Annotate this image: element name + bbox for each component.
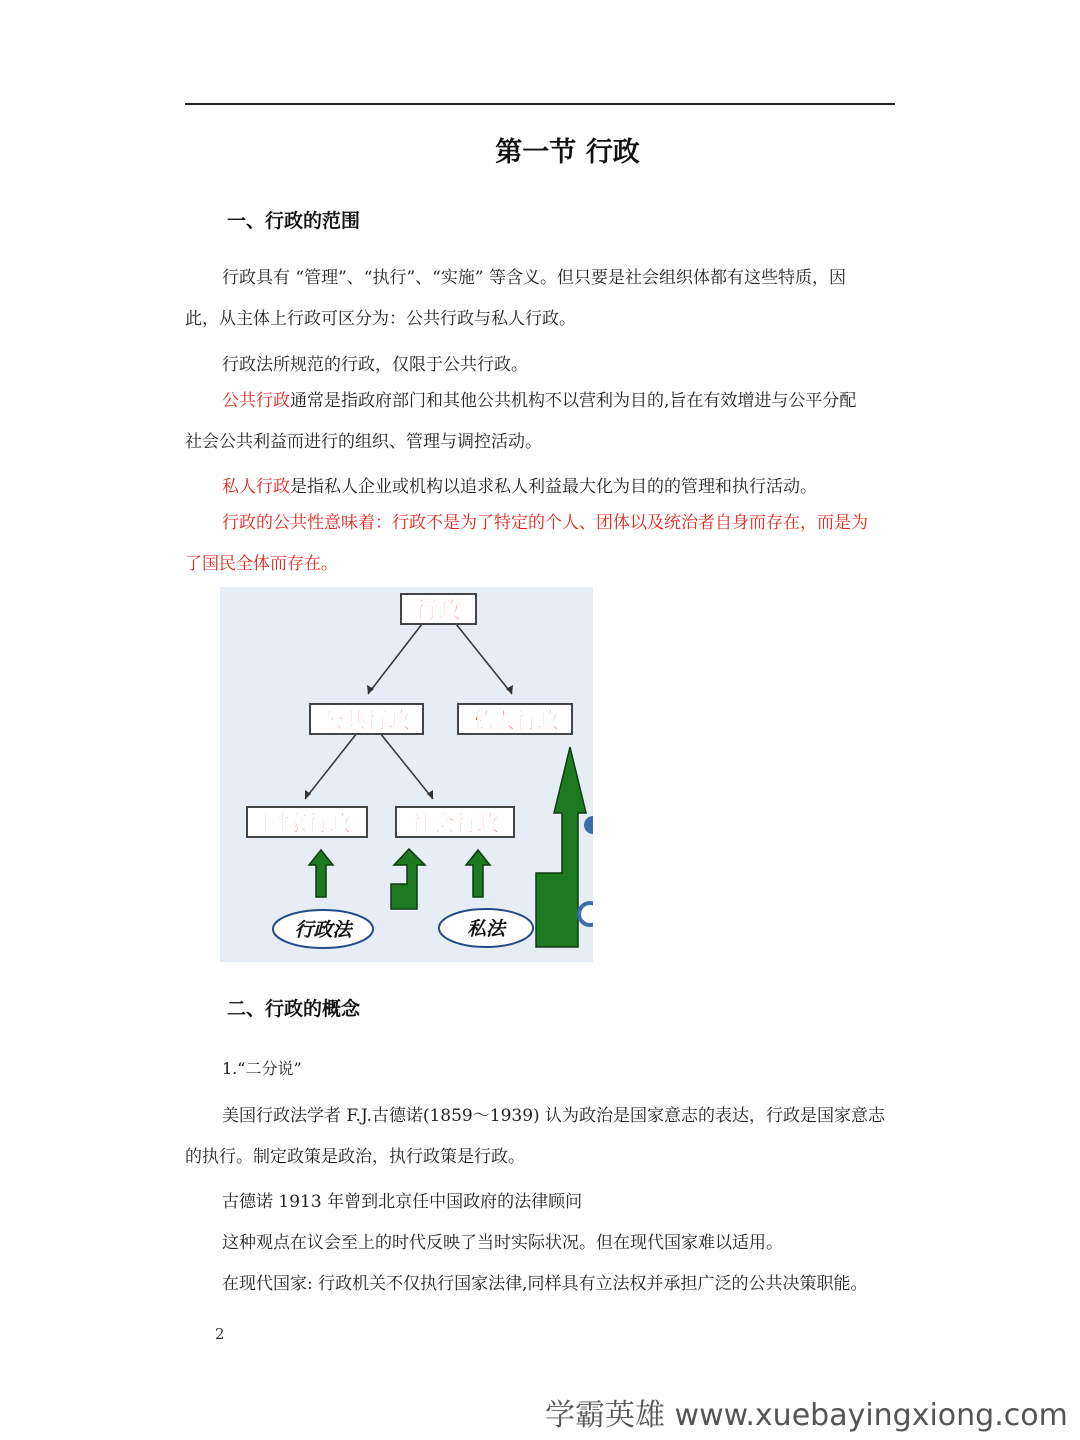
node-society-label: 社会行政 bbox=[410, 812, 500, 837]
page-number: 2 bbox=[215, 1325, 225, 1343]
section2-p1-line2: 的执行。制定政策是政治，执行政策是行政。 bbox=[185, 1147, 525, 1167]
header-rule bbox=[185, 103, 895, 105]
section1-paragraph-4 bbox=[222, 472, 817, 497]
section2-heading: 二、行政的概念 bbox=[227, 998, 361, 1020]
arrowhead-private bbox=[506, 685, 513, 694]
section2-paragraph-3: 这种观点在议会至上的时代反映了当时实际状况。但在现代国家难以适用。 bbox=[222, 1233, 783, 1253]
site-watermark: 学霸英雄 www.xuebayingxiong.com bbox=[545, 1398, 1068, 1433]
term-public-admin: 公共行政 bbox=[222, 391, 290, 411]
diagram-svg bbox=[220, 587, 593, 962]
section1-p4-rest: 是指私人企业或机构以追求私人利益最大化为目的的管理和执行活动。 bbox=[290, 477, 817, 497]
arrowhead-public bbox=[367, 685, 374, 694]
section1-paragraph-3 bbox=[185, 381, 895, 463]
oval-private-law-label: 私法 bbox=[466, 918, 506, 940]
node-state-label: 国家行政 bbox=[262, 812, 352, 837]
section2-paragraph-2: 古德诺 1913 年曾到北京任中国政府的法律顾问 bbox=[222, 1192, 583, 1212]
edge-root-public bbox=[368, 624, 422, 694]
edge-root-private bbox=[456, 624, 512, 694]
section1-heading: 一、行政的范围 bbox=[227, 210, 361, 232]
node-private-label: 私人行政 bbox=[470, 709, 560, 734]
node-root-label: 行政 bbox=[415, 598, 461, 624]
section1-paragraph-2: 行政法所规范的行政，仅限于公共行政。 bbox=[222, 355, 528, 375]
section1-p5-line1: 行政的公共性意味着：行政不是为了特定的个人、团体以及统治者自身而存在，而是为 bbox=[222, 513, 868, 533]
arrowhead-society bbox=[427, 790, 433, 799]
arrow-admin-law-up-icon bbox=[309, 850, 333, 897]
section2-paragraph-4: 在现代国家: 行政机关不仅执行国家法律,同样具有立法权并承担广泛的公共决策职能。 bbox=[222, 1274, 868, 1294]
term-private-admin: 私人行政 bbox=[222, 477, 290, 497]
section1-paragraph-1 bbox=[185, 258, 895, 340]
section1-p3-line1-rest: 通常是指政府部门和其他公共机构不以营利为目的,旨在有效增进与公平分配 bbox=[290, 391, 857, 411]
arrow-private-law-up-icon bbox=[466, 850, 490, 897]
side-ring-icon bbox=[579, 903, 593, 925]
section1-p1-line2: 此，从主体上行政可区分为：公共行政与私人行政。 bbox=[185, 309, 576, 329]
section1-p1-line1: 行政具有 “管理”、“执行”、“实施” 等含义。但只要是社会组织体都有这些特质，因 bbox=[222, 268, 846, 288]
oval-admin-law-label: 行政法 bbox=[294, 919, 352, 941]
administration-diagram bbox=[220, 587, 593, 962]
page-title: 第一节 行政 bbox=[495, 137, 640, 168]
section2-p1-line1: 美国行政法学者 F.J.古德诺(1859～1939) 认为政治是国家意志的表达，行政是国家意志 bbox=[222, 1106, 886, 1126]
side-blue-dot-icon bbox=[584, 816, 593, 834]
section1-p3-line2: 社会公共利益而进行的组织、管理与调控活动。 bbox=[185, 432, 542, 452]
section1-p5-line2: 了国民全体而存在。 bbox=[185, 554, 338, 574]
arrow-society-bent-icon bbox=[391, 849, 425, 909]
node-public-label: 公共行政 bbox=[321, 709, 411, 734]
section2-sub1: 1.“二分说” bbox=[222, 1059, 302, 1078]
section2-paragraph-1 bbox=[185, 1096, 895, 1178]
edge-public-society bbox=[380, 733, 433, 799]
section1-paragraph-5 bbox=[185, 503, 895, 585]
edge-public-state bbox=[305, 733, 357, 799]
